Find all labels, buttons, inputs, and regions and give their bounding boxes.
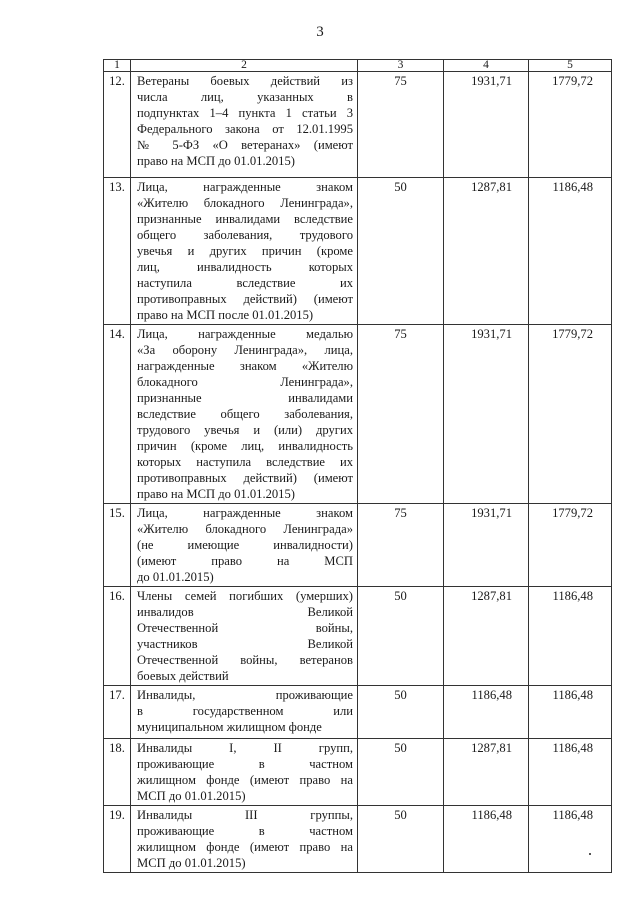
description-line: Инвалиды I, II групп, <box>137 741 353 755</box>
percent-value: 75 <box>358 72 444 178</box>
column-header-4: 4 <box>444 60 529 72</box>
description-line: подпунктах 1–4 пункта 1 статьи 3 <box>137 106 353 120</box>
column-header-3: 3 <box>358 60 444 72</box>
amount-value-col4: 1931,71 <box>444 72 529 178</box>
amount-value-col4: 1186,48 <box>444 806 529 873</box>
amount-value-col4: 1287,81 <box>444 178 529 325</box>
description-line: блокадного Ленинграда», <box>137 375 353 389</box>
row-number: 15. <box>104 504 131 587</box>
description-line: жилищном фонде (имеют право на <box>137 840 353 854</box>
percent-value: 50 <box>358 686 444 739</box>
page-number: 3 <box>316 24 324 40</box>
description-line: лиц, инвалидность которых <box>137 260 353 274</box>
description-line: МСП до 01.01.2015) <box>137 856 246 870</box>
percent-value: 75 <box>358 325 444 504</box>
description-line: противоправных действий) (имеют <box>137 292 353 306</box>
amount-value-col4: 1931,71 <box>444 325 529 504</box>
category-description <box>131 178 358 325</box>
description-line: Отечественной войны, ветеранов <box>137 653 353 667</box>
description-line: Ветераны боевых действий из <box>137 74 353 88</box>
description-line: «Жителю блокадного Ленинграда», <box>137 196 353 210</box>
row-number: 17. <box>104 686 131 739</box>
amount-value-col5: 1779,72 <box>529 504 612 587</box>
description-line: проживающие в частном <box>137 757 353 771</box>
table-row <box>104 806 612 873</box>
percent-value: 50 <box>358 178 444 325</box>
column-header-1: 1 <box>104 60 131 72</box>
description-line: до 01.01.2015) <box>137 570 214 584</box>
description-line: Лица, награжденные знаком <box>137 506 353 520</box>
description-line: награжденные знаком «Жителю <box>137 359 353 373</box>
row-number: 12. <box>104 72 131 178</box>
category-description <box>131 806 358 873</box>
row-number: 16. <box>104 587 131 686</box>
description-line: (имеют право на МСП <box>137 554 353 568</box>
amount-value-col4: 1931,71 <box>444 504 529 587</box>
table-row <box>104 72 612 178</box>
description-line: проживающие в частном <box>137 824 353 838</box>
benefits-table <box>103 59 612 873</box>
category-description <box>131 72 358 178</box>
description-line: Инвалиды III группы, <box>137 808 353 822</box>
amount-value-col5: 1779,72 <box>529 325 612 504</box>
category-description <box>131 686 358 739</box>
description-line: признанные инвалидами вследствие <box>137 212 353 226</box>
description-line: вследствие общего заболевания, <box>137 407 353 421</box>
amount-value-col5: 1186,48 <box>529 686 612 739</box>
category-description <box>131 504 358 587</box>
table-row <box>104 686 612 739</box>
row-number: 18. <box>104 739 131 806</box>
description-line: инвалидов Великой <box>137 605 353 619</box>
table-row <box>104 325 612 504</box>
percent-value: 50 <box>358 739 444 806</box>
amount-value-col5: 1186,48 <box>529 806 612 873</box>
row-number: 13. <box>104 178 131 325</box>
description-line: причин (кроме лиц, инвалидность <box>137 439 353 453</box>
category-description <box>131 325 358 504</box>
description-line: Федерального закона от 12.01.1995 <box>137 122 353 136</box>
percent-value: 75 <box>358 504 444 587</box>
description-line: признанные инвалидами <box>137 391 353 405</box>
description-line: противоправных действий) (имеют <box>137 471 353 485</box>
table-row <box>104 504 612 587</box>
description-line: «Жителю блокадного Ленинграда» <box>137 522 353 536</box>
description-line: общего заболевания, трудового <box>137 228 353 242</box>
table-row <box>104 587 612 686</box>
row-number: 14. <box>104 325 131 504</box>
description-line: боевых действий <box>137 669 229 683</box>
description-line: право на МСП до 01.01.2015) <box>137 487 295 501</box>
amount-value-col4: 1287,81 <box>444 587 529 686</box>
table-row <box>104 178 612 325</box>
amount-value-col4: 1287,81 <box>444 739 529 806</box>
category-description <box>131 739 358 806</box>
description-line: увечья и других причин (кроме <box>137 244 353 258</box>
description-line: МСП до 01.01.2015) <box>137 789 246 803</box>
column-header-5: 5 <box>529 60 612 72</box>
description-line: Инвалиды, проживающие <box>137 688 353 702</box>
description-line: жилищном фонде (имеют право на <box>137 773 353 787</box>
description-line: в государственном или <box>137 704 353 718</box>
table-row <box>104 739 612 806</box>
amount-value-col4: 1186,48 <box>444 686 529 739</box>
description-line: муниципальном жилищном фонде <box>137 720 322 734</box>
scan-mark <box>589 853 591 855</box>
amount-value-col5: 1779,72 <box>529 72 612 178</box>
category-description <box>131 587 358 686</box>
description-line: Лица, награжденные знаком <box>137 180 353 194</box>
description-line: наступила вследствие их <box>137 276 353 290</box>
description-line: Члены семей погибших (умерших) <box>137 589 353 603</box>
description-line: право на МСП после 01.01.2015) <box>137 308 314 322</box>
description-line: трудового увечья и (или) других <box>137 423 353 437</box>
description-line: Отечественной войны, <box>137 621 353 635</box>
table-header-row <box>104 60 612 72</box>
column-header-2: 2 <box>131 60 358 72</box>
amount-value-col5: 1186,48 <box>529 178 612 325</box>
description-line: № 5-ФЗ «О ветеранах» (имеют <box>137 138 353 152</box>
description-line: (не имеющие инвалидности) <box>137 538 353 552</box>
percent-value: 50 <box>358 806 444 873</box>
description-line: право на МСП до 01.01.2015) <box>137 154 295 168</box>
description-line: «За оборону Ленинграда», лица, <box>137 343 353 357</box>
description-line: которых наступила вследствие их <box>137 455 353 469</box>
description-line: Лица, награжденные медалью <box>137 327 353 341</box>
percent-value: 50 <box>358 587 444 686</box>
row-number: 19. <box>104 806 131 873</box>
description-line: числа лиц, указанных в <box>137 90 353 104</box>
amount-value-col5: 1186,48 <box>529 587 612 686</box>
description-line: участников Великой <box>137 637 353 651</box>
amount-value-col5: 1186,48 <box>529 739 612 806</box>
